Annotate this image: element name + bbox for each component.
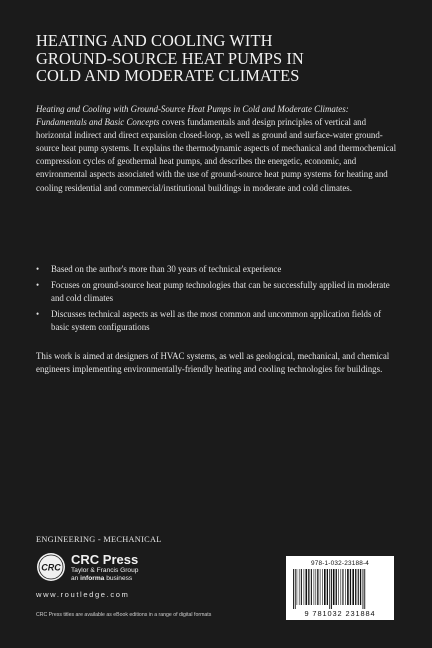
publisher-url: www.routledge.com: [36, 590, 130, 599]
title-line-2: GROUND-SOURCE HEAT PUMPS IN: [36, 48, 304, 68]
business-brand: informa: [80, 575, 105, 582]
subject-category: ENGINEERING - MECHANICAL: [36, 535, 162, 544]
business-prefix: an: [71, 575, 81, 582]
intro-book-title: Heating and Cooling with Ground-Source Heat Pumps in Cold and Moderate Climates: Fundamentals and Basic Concepts: [36, 104, 349, 128]
barcode-bar: [293, 569, 294, 609]
barcode-bar: [347, 569, 349, 605]
bullet-icon: •: [36, 264, 40, 274]
barcode-bar: [306, 569, 308, 605]
barcode-bar: [360, 569, 361, 605]
barcode-bar: [304, 569, 305, 605]
barcode-bar: [358, 569, 359, 605]
crc-logo-mark: CRC: [41, 562, 61, 573]
business-suffix: business: [104, 575, 133, 582]
barcode-bar: [342, 569, 343, 605]
barcode-bar: [322, 569, 323, 605]
barcode-bar: [345, 569, 346, 605]
barcode-bar: [301, 569, 302, 605]
feature-text: Focuses on ground-source heat pump technologies that can be successfully applied in moderate and cold climates: [51, 280, 390, 304]
barcode-bar: [320, 569, 321, 605]
barcode-bar: [331, 569, 332, 609]
bullet-icon: •: [36, 280, 40, 291]
book-title: [36, 32, 396, 85]
feature-text: Discusses technical aspects as well as the most common and uncommon application fields of basic system configurations: [51, 309, 382, 333]
feature-item: [36, 279, 398, 305]
publisher-group: Taylor & Francis Group: [71, 567, 139, 574]
barcode-bar: [363, 569, 364, 609]
publisher-business: [71, 575, 138, 583]
barcode-bar: [338, 569, 339, 605]
closing-paragraph: This work is aimed at designers of HVAC systems, as well as geological, mechanical, and chemical engineers implementing environmentally-friendly heating and cooling technologies for buildings.: [36, 351, 390, 375]
barcode-bar: [316, 569, 317, 605]
barcode-bar: [355, 569, 356, 605]
publisher-logo: [36, 552, 186, 592]
barcode-bar: [364, 569, 365, 609]
feature-item: [36, 263, 398, 276]
barcode-bar: [299, 569, 300, 605]
barcode-bar: [314, 569, 315, 605]
barcode-bar: [352, 569, 354, 605]
crc-logo-icon: [36, 552, 66, 582]
feature-item: [36, 308, 398, 334]
barcode-bar: [333, 569, 335, 605]
publisher-name: CRC Press: [71, 552, 139, 567]
isbn-digits: 9 781032 231884: [304, 609, 376, 618]
barcode-bars-icon: [291, 569, 389, 609]
isbn-barcode: [286, 556, 394, 620]
ebook-note: CRC Press titles are available as eBook editions in a range of digital formats: [36, 612, 212, 618]
barcode-bar: [311, 569, 312, 605]
barcode-bar: [336, 569, 337, 605]
barcode-bar: [341, 569, 342, 605]
feature-text: Based on the author's more than 30 years of technical experience: [51, 264, 282, 274]
isbn-number: 978-1-032-23188-4: [310, 560, 370, 567]
barcode-bar: [317, 569, 318, 605]
barcode-bar: [295, 569, 296, 609]
intro-paragraph: [36, 103, 398, 195]
barcode-bar: [350, 569, 351, 605]
barcode-bar: [308, 569, 309, 605]
barcode-bar: [327, 569, 328, 605]
intro-text: covers fundamentals and design principles of vertical and horizontal indirect and direct expansion closed-loop, as well as ground and surface-water ground-source heat pump systems. It explains the thermodynamic aspects of mechanical and thermochemical compression cycles of geothermal heat pumps, and describes the energetic, economic, and environmental aspects associated with the use of ground-source heat pump systems for heating and cooling residential and commercial/institutional buildings in moderate and cold climates.: [36, 117, 397, 193]
title-line-3: COLD AND MODERATE CLIMATES: [36, 66, 300, 85]
barcode-bar: [324, 569, 326, 605]
feature-list: [36, 263, 398, 337]
barcode-bar: [297, 569, 298, 605]
title-line-1: HEATING AND COOLING WITH: [36, 31, 273, 50]
publisher-text: [71, 553, 138, 583]
barcode-bar: [329, 569, 330, 609]
bullet-icon: •: [36, 309, 40, 320]
